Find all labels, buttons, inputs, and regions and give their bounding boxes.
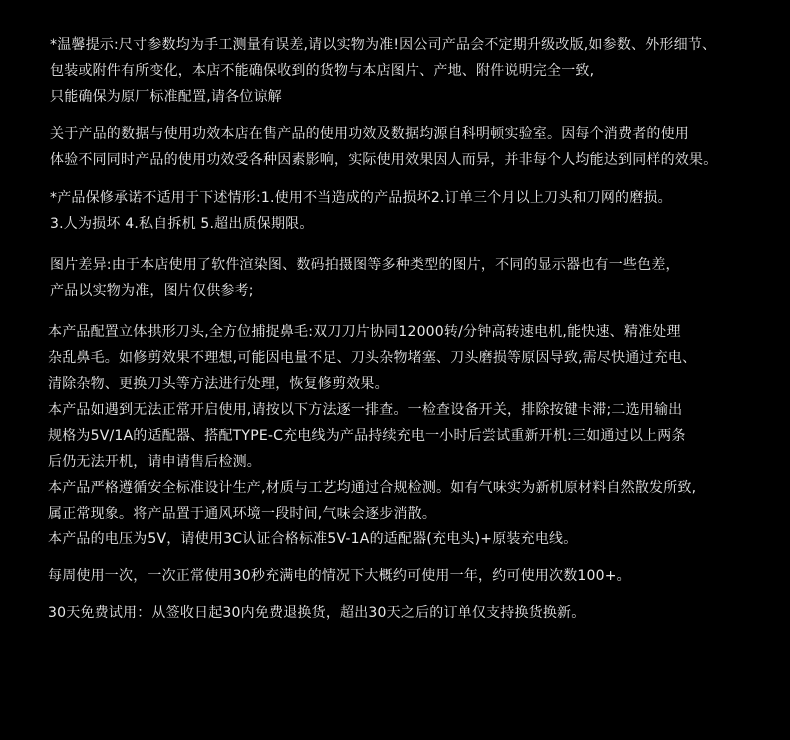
notice-line: *温馨提示:尺寸参数均为手工测量有误差,请以实物为准!因公司产品会不定期升级改版,如参数、外形细节、 [50, 37, 717, 53]
notice-line: 只能确保为原厂标准配置,请各位谅解 [50, 89, 282, 105]
warranty-line: *产品保修承诺不适用于下述情形:1.使用不当造成的产品损坏2.订单三个月以上刀头和刀网的磨损。 [50, 190, 672, 206]
usage-line: 每周使用一次，一次正常使用30秒充满电的情况下大概约可使用一年，约可使用次数100+。 [48, 568, 631, 584]
configuration-line: 杂乱鼻毛。如修剪效果不理想,可能因电量不足、刀头杂物堵塞、刀头磨损等原因导致,需尽快通过充电、 [48, 350, 697, 366]
data-source-paragraph [50, 121, 717, 173]
warranty-paragraph [50, 185, 672, 237]
voltage-line: 本产品的电压为5V，请使用3C认证合格标准5V-1A的适配器(充电头)+原装充电线。 [48, 531, 578, 547]
notice-line: 包装或附件有所变化，本店不能确保收到的货物与本店图片、产地、附件说明完全一致, [50, 63, 595, 79]
data-source-line: 关于产品的数据与使用功效本店在售产品的使用功效及数据均源自科明顿实验室。因每个消费者的使用 [50, 126, 689, 142]
image-difference-line: 产品以实物为准，图片仅供参考; [50, 283, 254, 299]
configuration-line: 规格为5V/1A的适配器、搭配TYPE-C充电线为产品持续充电一小时后尝试重新开机:三如通过以上两条 [48, 428, 686, 444]
configuration-line: 后仍无法开机，请申请售后检测。 [48, 454, 261, 470]
configuration-paragraph [48, 319, 696, 527]
notice-paragraph [50, 32, 716, 110]
configuration-line: 属正常现象。将产品置于通风环境一段时间,气味会逐步消散。 [48, 506, 437, 522]
configuration-line: 清除杂物、更换刀头等方法进行处理，恢复修剪效果。 [48, 376, 389, 392]
free-trial-line: 30天免费试用：从签收日起30内免费退换货，超出30天之后的订单仅支持换货换新。 [48, 605, 586, 621]
free-trial-paragraph [48, 600, 585, 626]
image-difference-paragraph [50, 252, 680, 304]
voltage-paragraph [48, 526, 577, 552]
usage-paragraph [48, 563, 631, 589]
configuration-line: 本产品配置立体拱形刀头,全方位捕捉鼻毛:双刀刀片协同12000转/分钟高转速电机,能快速、精准处理 [48, 324, 681, 340]
image-difference-line: 图片差异:由于本店使用了软件渲染图、数码拍摄图等多种类型的图片，不同的显示器也有一些色差， [50, 257, 680, 273]
configuration-line: 本产品如遇到无法正常开启使用,请按以下方法逐一排查。一检查设备开关，排除按键卡滞;二选用输出 [48, 402, 683, 418]
data-source-line: 体验不同同时产品的使用功效受各种因素影响，实际使用效果因人而异，并非每个人均能达到同样的效果。 [50, 152, 718, 168]
warranty-line: 3.人为损坏 4.私自拆机 5.超出质保期限。 [50, 216, 314, 232]
configuration-line: 本产品严格遵循安全标准设计生产,材质与工艺均通过合规检测。如有气味实为新机原材料自然散发所致, [48, 480, 697, 496]
